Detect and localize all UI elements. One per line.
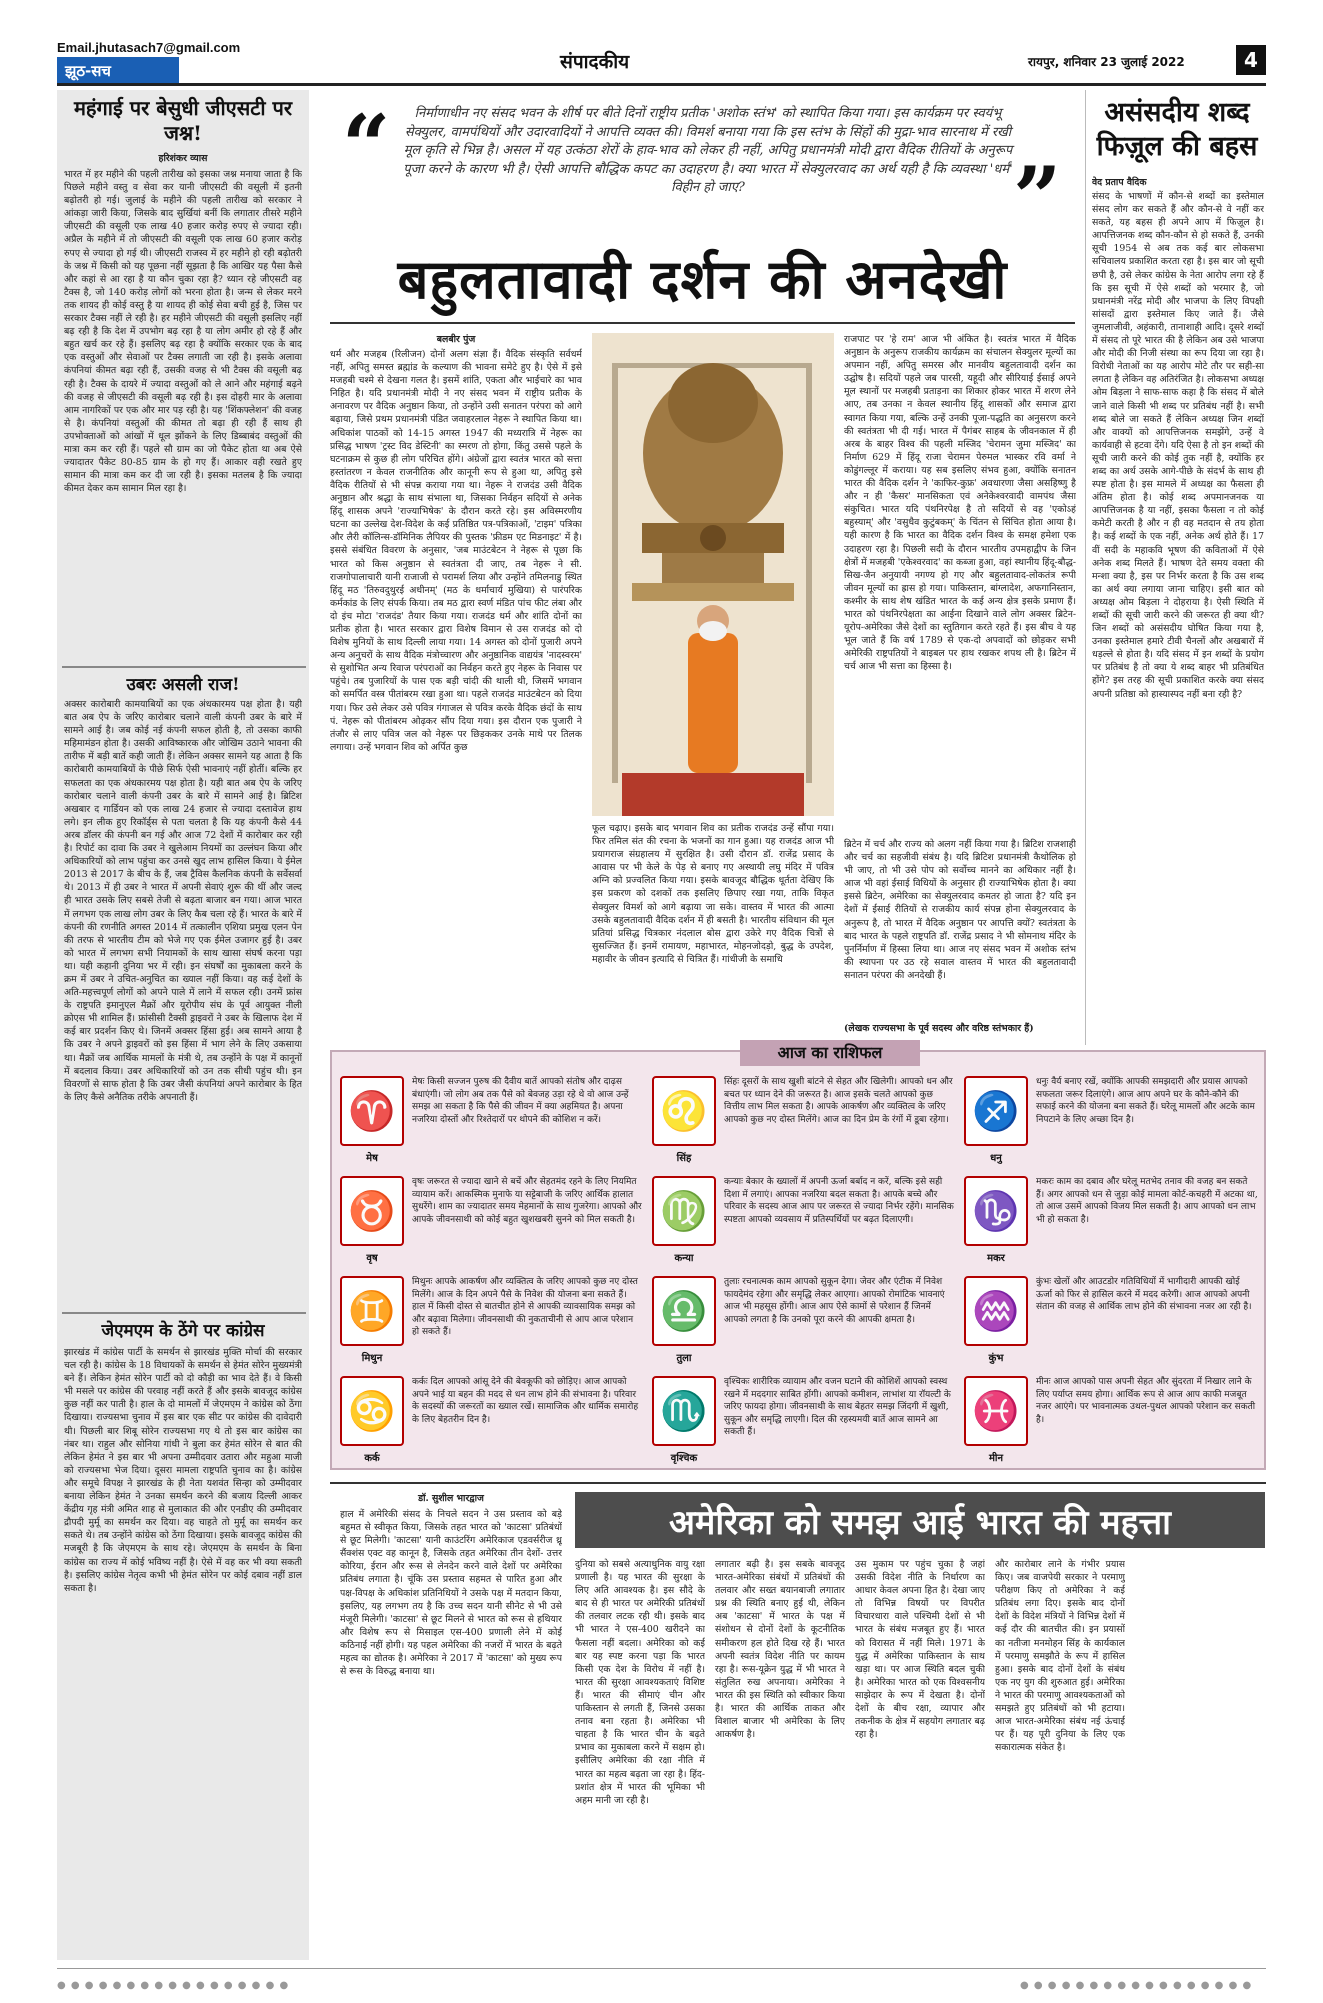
svg-text:♒: ♒	[972, 1289, 1020, 1333]
main-column-2-lower: फूल चढ़ाए। इसके बाद भगवान शिव का प्रतीक राजदंड उन्हें सौंपा गया। फिर तमिल संत की रचना के भजनों का गान हुआ। यह राजदंड आज भी प्रयागराज संग्रहालय में सुरक्षित है। उसी दौरान डॉ. राजेंद्र प्रसाद के आवास पर भी केले के पेड़ से बनाए गए अस्थायी लघु मंदिर में पवित्र अग्नि को प्रज्वलित किया गया। इसके बावजूद बौद्धिक धूर्तता देखिए कि इस प्रकरण को दशकों तक इसलिए छिपाए रखा गया, ताकि विकृत सेक्युलर विमर्श को आगे बढ़ाया जा सके। वास्तव में भारत की आत्मा उसके बहुलतावादी वैदिक दर्शन में ही बसती है। भारतीय संविधान की मूल प्रतियां प्रसिद्ध चित्रकार नंदलाल बोस द्वारा उकेरे गए वैदिक चित्रों से सुसज्जित हैं। इनमें रामायण, महाभारत, मोहनजोदड़ो, बुद्ध के उपदेश, महावीर के जीवन इत्यादि से चित्रित हैं। गांधीजी के समाधि	[592, 823, 834, 965]
scorpio-icon	[652, 1376, 716, 1446]
footer-rule	[57, 1968, 1266, 1969]
svg-text:♐: ♐	[972, 1089, 1020, 1133]
left-article-2-body: अक्सर कारोबारी कामयाबियों का एक अंधकारमय पक्ष होता है। यही बात अब ऐप के जरिए कारोबार चलाने वाली कंपनी उबर के बारे में सामने आई है। जब कोई नई कंपनी सफल होती है, तो उसका काफी महिमामंडन होता है। उसकी आविष्कारक और जोखिम उठाने भावना की तारीफ में बड़ी बातें कही जाती हैं। लेकिन अक्सर सामने यह आता है कि कारोबारी कामयाबियों के पीछे सिर्फ ऐसी भावनाएं नहीं होतीं। बल्कि हर सफलता का एक अंधकारमय पक्ष होता है। यही बात अब ऐप के जरिए कारोबार चलाने वाली कंपनी उबर के बारे में सामने आई है। ब्रिटिश अखबार द गार्डियन को एक लाख 24 हजार से ज्यादा दस्तावेज हाथ लगे। इन लीक हुए रिकॉर्ड्स से पता चलता है कि यह कंपनी कैसे 44 अरब डॉलर की कंपनी बन गई और आज 72 देशों में कारोबार कर रही है। रिपोर्ट का दावा कि उबर ने खुलेआम नियमों का उल्लंघन किया और अधिकारियों को लाभ पहुंचा कर उनसे खुद लाभ हासिल किया। ये ईमेल 2013 से 2017 के बीच के हैं, जब ट्रैविस कैलनिक कंपनी के सर्वेसर्वा थे। 2013 में ही उबर ने भारत में अपनी सेवाएं शुरू की थीं और जल्द ही भारत उसके लिए सबसे तेजी से बढ़ता बाजार बन गया। आज भारत में लगभग एक लाख लोग उबर के लिए कैब चला रहे हैं। भारत के बारे में कंपनी की रणनीति अगस्त 2014 में तत्कालीन एशिया प्रमुख एलन पेन की तरफ से भारतीय टीम को भेजे गए एक ईमेल उजागर हुई है। उबर को भारत में लगभग सभी नियामकों के साथ खासा संघर्ष करना पड़ा था। यही कहानी दुनिया भर में रही। इन संघर्षों का मुकाबला करने के क्रम में उबर ने उचित-अनुचित का ख्याल नहीं किया। वह कई देशों के अति-महत्त्वपूर्ण लोगों को अपने पाले में लाने में सफल रही। उनमें फ्रांस के राष्ट्रपति इमानुएल मैक्रों और यूरोपीय संघ के पूर्व आयुक्त नीली क्रोएस भी शामिल हैं। फ्रांसीसी टैक्सी ड्राइवरों ने उबर के खिलाफ देश में कई बार प्रदर्शन किए थे। जिनमें अक्सर हिंसा हुई। अब सामने आया है कि उबर ने अपने ड्राइवरों को इस हिंसा में भाग लेने के लिए उकसाया था। मैक्रों जब आर्थिक मामलों के मंत्री थे, तब उन्होंने के पक्ष में कानूनों में बदलाव किया। उबर अधिकारियों को उन तक सीधी पहुंच थी। इन विवरणों से साफ होता है कि उबर जैसी कंपनियां अपने कारोबार के हित के लिए कैसे अनैतिक तरीके अपनाती हैं।	[64, 699, 302, 1103]
sign-text: वृश्चिकः शारीरिक व्यायाम और वजन घटाने की कोशिशें आपको स्वस्थ रखने में मददगार साबित होंगी। आपको कमीशन, लाभांश या रॉयल्टी के जरिए फायदा होगा। जीवनसाथी के साथ बेहतर समझ जिंदगी में खुशी, सुकून और समृद्धि लाएगी। दिल की रहस्यमयी बातें आज सामने आ सकती हैं।	[724, 1377, 951, 1437]
libra-icon	[652, 1276, 716, 1346]
ashoka-pillar-photo	[592, 333, 834, 816]
pisces-icon	[964, 1376, 1028, 1446]
sign-name: तुला	[676, 1353, 692, 1364]
sign-text: मकरः काम का दबाव और घरेलू मतभेद तनाव की वजह बन सकते हैं। अगर आपको धन से जुड़ा कोई मामला कोर्ट-कचहरी में अटका था, तो आज उसमें आपको विजय मिल सकती है। आप आपको धन लाभ भी हो सकता है।	[1036, 1177, 1258, 1225]
left-article-1-title: महंगाई पर बेसुधी जीएसटी पर जश्न!	[73, 96, 293, 145]
sign-name: धनु	[990, 1153, 1002, 1164]
svg-text:♈: ♈	[348, 1089, 396, 1133]
sign-name: मीन	[988, 1453, 1004, 1464]
sign-text: कन्याः बेकार के ख्यालों में अपनी ऊर्जा बर्बाद न करें, बल्कि इसे सही दिशा में लगाएं। आपका नजरिया बदल सकता है। आपके बच्चे और परिवार के सदस्य आज आप पर जरूरत से ज्यादा निर्भर रहेंगे। मानसिक स्पष्टता आपको व्यवसाय में प्रतिस्पर्धियों पर बढ़त दिलाएगी।	[724, 1177, 954, 1225]
divider	[62, 1312, 306, 1314]
bottom-column-5: और कारोबार लाने के गंभीर प्रयास किए। जब वाजपेयी सरकार ने परमाणु परीक्षण किए तो अमेरिका ने कई प्रतिबंध लगा दिए। इसके बाद दोनों देशों के विदेश मंत्रियों ने विभिन्न देशों में कई दौर की बातचीत की। इन प्रयासों का नतीजा मनमोहन सिंह के कार्यकाल में परमाणु समझौते के रूप में हासिल हुआ। इसके बाद दोनों देशों के संबंध एक नए युग की शुरुआत हुई। अमेरिका ने भारत की परमाणु आवश्यकताओं को समझते हुए प्रतिबंधों को भी हटाया। आज भारत-अमेरिका संबंध नई ऊंचाई पर हैं। यह पूरी दुनिया के लिए एक सकारात्मक संकेत है।	[995, 1559, 1125, 1754]
sign-name: वृष	[366, 1253, 378, 1264]
sign-text: मेषः किसी सज्जन पुरुष की दैवीय बातें आपको संतोष और दाढ़स बंधाएंगी। जो लोग अब तक पैसे को बेवजह उड़ा रहे थे वो आज उन्हें समझ आ सकता है कि पैसे की जीवन में क्या अहमियत है। अपना नजरिया दोस्तों और रिश्तेदारों पर थोपने की कोशिश न करें।	[412, 1077, 629, 1125]
bottom-column-1: हाल में अमेरिकी संसद के निचले सदन ने उस प्रस्ताव को बड़े बहुमत से स्वीकृत किया, जिसके तहत भारत को 'काटसा' प्रतिबंधों से छूट मिलेगी। 'काटसा' यानी काउंटरिंग अमेरिकाज एडवर्सरीज थ्रू सैंक्शंस एक्ट वह कानून है, जिसके तहत अमेरिका तीन देशों- उत्तर कोरिया, ईरान और रूस से लेनदेन करने वाले देशों पर अमेरिका प्रतिबंध लगाता है। चूंकि उस प्रस्ताव सहमत से पारित हुआ और पक्ष-विपक्ष के अधिकांश प्रतिनिधियों ने उसके पक्ष में मतदान किया, इसलिए, यह लगभग तय है कि उच्च सदन यानी सीनेट से भी उसे मंजूरी मिलेगी। 'काटसा' से छूट मिलने से भारत को रूस से हथियार और विशेष रूप से मिसाइल एस-400 प्रणाली लेने में कोई कठिनाई नहीं होगी। यह पहल अमेरिका की नजरों में भारत के बढ़ते महत्व का द्योतक है। अमेरिका ने 2017 में 'काटसा' को मुख्य रूप से रूस के विरुद्ध बनाया था।	[340, 1509, 562, 1678]
right-article-author: वेद प्रताप वैदिक	[1092, 177, 1147, 188]
section-rule	[330, 1482, 1266, 1484]
horoscope-title: आज का राशिफल	[740, 1040, 920, 1066]
sign-text: सिंहः दूसरों के साथ खुशी बांटने से सेहत और खिलेगी। आपको धन और बचत पर ध्यान देने की जरूरत है। आज इसके चलते आपको कुछ वित्तीय लाभ मिल सकता है। आपके आकर्षण और व्यक्तित्व के जरिए आपको कुछ नए दोस्त मिलेंगे। आज का दिन प्रेम के रंगों में डूबा रहेगा।	[724, 1077, 953, 1125]
brand-logo: झूठ-सच	[57, 57, 179, 83]
bottom-headline: अमेरिका को समझ आई भारत की महत्ता	[669, 1503, 1171, 1543]
gemini-icon	[340, 1276, 404, 1346]
svg-text:♑: ♑	[972, 1189, 1020, 1233]
sign-text: धनुः वैर्य बनाए रखें, क्योंकि आपकी समझदारी और प्रयास आपको सफलता जरूर दिलाएंगे। आज आप अपने घर के कौने-कौने की सफाई करने की योजना बना सकते हैं। घरेलू मामलों और अटके काम निपटाने के लिए अच्छा दिन है।	[1036, 1077, 1255, 1125]
sign-name: मिथुन	[361, 1353, 383, 1364]
sign-text: कर्कः दिल आपको आंसू देने की बेवकूफी को छोड़िए। आज आपको अपने भाई या बहन की मदद से धन लाभ होने की संभावना है। परिवार के सदस्यों की जरूरतों का ख्याल रखें। सामाजिक और धार्मिक समारोह के लिए बेहतरीन दिन है।	[412, 1377, 639, 1425]
svg-text:♋: ♋	[348, 1389, 396, 1433]
left-article-3-title: जेएमएम के ठेंगे पर कांग्रेस	[101, 1321, 265, 1341]
masthead-rule	[57, 83, 1266, 86]
bottom-column-4: उस मुकाम पर पहुंच चुका है जहां उसकी विदेश नीति के निर्धारण का आधार केवल अपना हित है। देखा जाए तो विभिन्न विषयों पर विपरीत विचारधारा वाले पश्चिमी देशों से भी भारत के संबंध मजबूत हुए हैं। भारत को विरासत में नहीं मिले। 1971 के युद्ध में अमेरिका पाकिस्तान के साथ खड़ा था। पर आज स्थिति बदल चुकी है। अमेरिका भारत को एक विश्वसनीय साझेदार के रूप में देखता है। दोनों देशों के बीच रक्षा, व्यापार और तकनीक के क्षेत्र में सहयोग लगातार बढ़ रहा है।	[855, 1559, 985, 1741]
main-author: बलबीर पुंज	[436, 334, 476, 345]
dateline: रायपुर, शनिवार 23 जुलाई 2022	[1028, 55, 1185, 69]
virgo-icon	[652, 1176, 716, 1246]
left-article-1-author: हरिशंकर व्यास	[158, 153, 208, 164]
leo-icon	[652, 1076, 716, 1146]
sign-text: तुलाः रचनात्मक काम आपको सुकून देगा। जेवर और एंटीक में निवेश फायदेमंद रहेगा और समृद्धि लेकर आएगा। आपको रोमांटिक भावनाएं आज भी महसूस होंगी। आज आप ऐसे कामों से परेशान हैं जिनमें आपको लगता है कि उनको पूरा करने की आपकी क्षमता है।	[724, 1277, 945, 1325]
sagittarius-icon	[964, 1076, 1028, 1146]
main-column-3: राजपाट पर 'हे राम' आज भी अंकित है। स्वतंत्र भारत में वैदिक अनुष्ठान के अनुरूप राजकीय कार्यक्रम का संचालन सेक्युलर मूल्यों का अपमान नहीं, अपितु समरस और मानवीय बहुलतावादी दर्शन का उद्घोष है। सदियों पहले जब पारसी, यहूदी और सीरियाई ईसाई अपने मूल स्थानों पर मजहबी प्रताड़ना का शिकार होकर भारत में शरण लेने आए, तब उनका न केवल स्थानीय हिंदू शासकों और समाज द्वारा स्वागत किया गया, बल्कि उन्हें उनकी पूजा-पद्धति का अनुसरण करने की स्वतंत्रता भी दी गई। भारत में पैगंबर साहब के जीवनकाल में ही अरब के बाहर विश्व की पहली मस्जिद 'चेरामन जुमा मस्जिद' का निर्माण 629 में हिंदू राजा चेरामन पेरुमल भास्कर रवि वर्मा ने कोडुंगल्लूर में कराया। यह सब इसलिए संभव हुआ, क्योंकि सनातन भारत की वैदिक दर्शन ने 'काफिर-कुफ्र' अवधारणा जैसा असहिष्णु है और न ही 'कैसर' मानसिकता एवं अनेकेश्वरवादी वामपंथ जैसा संकुचित। भारत यदि पंथनिरपेक्ष है तो सदियों से वह 'एकोऽहं बहुस्याम्' और 'वसुधैव कुटुंबकम्' के चिंतन से सिंचित होता आया है। यही कारण है कि भारत का वैदिक दर्शन विश्व के समक्ष हमेशा एक उदाहरण रहा है। पिछली सदी के दौरान भारतीय उपमहाद्वीप के जिन क्षेत्रों में मजहबी 'एकेश्वरवाद' का कब्जा हुआ, वहां स्थानीय हिंदू-बौद्ध-सिख-जैन अनुयायी नगण्य हो गए और बहुलतावाद-लोकतंत्र रूपी जीवन मूल्यों का ह्रास हो गया। पाकिस्तान, बांग्लादेश, अफगानिस्तान, कश्मीर के साथ शेष खंडित भारत के कई अन्य क्षेत्र इसके प्रमाण हैं। भारत को पंथनिरपेक्षता का आईना दिखाने वाले लोग अक्सर ब्रिटेन-यूरोप-अमेरिका जैसे देशों का स्तुतिगान करते रहते हैं। इस बीच वे यह भूल जाते हैं कि वर्ष 1789 से एक-दो अपवादों को छोड़कर सभी अमेरिकी राष्ट्रपतियों ने बाइबल पर हाथ रखकर शपथ ली है। ब्रिटेन में चर्च आज भी सत्ता का हिस्सा है।	[844, 334, 1076, 673]
sign-name: कन्या	[674, 1253, 694, 1264]
main-footnote: (लेखक राज्यसभा के पूर्व सदस्य और वरिष्ठ स्तंभकार हैं)	[844, 1023, 1034, 1034]
aquarius-icon	[964, 1276, 1028, 1346]
capricorn-icon	[964, 1176, 1028, 1246]
column-divider	[1085, 90, 1086, 1045]
left-article-2-title: उबरः असली राज!	[126, 675, 240, 695]
main-column-1: धर्म और मजहब (रिलीजन) दोनों अलग संज्ञा हैं। वैदिक संस्कृति सर्वधर्म नहीं, अपितु समस्त ब्रह्मांड के कल्याण की भावना समेटे हुए है। ऐसे में इसे मजहबी चश्मे से देखना गलत है। इसमें शांति, एकता और भाईचारे का भाव निहित है। यदि प्रधानमंत्री मोदी ने नए संसद भवन में राष्ट्रीय प्रतीक के अनावरण पर वैदिक अनुष्ठान किया, तो उन्होंने उसी सनातन परंपरा को आगे बढ़ाया, जिसे प्रथम प्रधानमंत्री पंडित जवाहरलाल नेहरू ने स्थापित किया था। अधिकांश पाठकों को 14-15 अगस्त 1947 की मध्यरात्रि में नेहरू का प्रसिद्ध भाषण 'ट्रस्ट विद डेस्टिनी' का स्मरण तो होगा, किंतु उससे पहले के घटनाक्रम से कुछ ही लोग परिचित होंगे। अंग्रेजों द्वारा स्वतंत्र भारत को सत्ता हस्तांतरण न केवल राजनीतिक और कानूनी रूप से हुआ था, अपितु इसे वैदिक रीतियों से भी संपन्न कराया गया था। नेहरू ने राजदंड उसी वैदिक अनुष्ठान और श्रद्धा के साथ संभाला था, जिसका निर्वहन सदियों से अनेक हिंदू शासक अपने 'राज्याभिषेक' के दौरान करते रहे। इस अविस्मरणीय घटना का उल्लेख देश-विदेश के कई प्रतिष्ठित पत्र-पत्रिकाओं, 'टाइम' पत्रिका और लैरी कॉलिन्स-डॉमिनिक लैपियर की पुस्तक 'फ्रीडम एट मिडनाइट' में है। इससे संबंधित विवरण के अनुसार, 'जब माउंटबेटन ने नेहरू से पूछा कि भारत को किस अनुष्ठान से स्वतंत्रता दी जाए, तब नेहरू ने सी. राजगोपालाचारी यानी राजाजी से परामर्श लिया और उन्होंने तमिलनाडु स्थित हिंदू मठ 'तिरुवदुथुरई अधीनम्' (मठ के धर्माचार्य मुखिया) से पारंपरिक कर्मकांड के लिए संपर्क किया। तब मठ द्वारा स्वर्ण मंडित पांच फीट लंबा और दो इंच मोटा 'राजदंड' तैयार किया गया। राजदंड धर्म और शांति दोनों का प्रतीक होता है। भारत सरकार द्वारा विशेष विमान से उस राजदंड को दो विशेष मुनियों के साथ दिल्ली लाया गया। 14 अगस्त को दोनों पुजारी अपने अन्य अनुचरों के साथ वैदिक मंत्रोच्चारण और अनुष्ठानिक वाद्ययंत्र 'नादस्वरम' से सुशोभित अन्य रिवाज परंपराओं का निर्वहन करते हुए नेहरू के निवास पर पहुंचे। तब पुजारियों के पास एक बड़ी चांदी की थाली थी, जिसमें भगवान को समर्पित वस्त्र पीतांबरम रखा हुआ था। पहले राजदंड माउंटबेटन को दिया गया। फिर उसे लेकर उसे पवित्र गंगाजल से पवित्र करके वैदिक छंदों के साथ पं. नेहरू को पीतांबरम ओढ़कर सौंप दिया गया। इस दौरान एक पुजारी ने तंजौर से लाए पवित्र जल को नेहरू पर छिड़ककर उनके माथे पर तिलक लगाया। उन्हें भगवान शिव को अर्पित कुछ	[330, 349, 582, 753]
sign-name: कुंभ	[988, 1353, 1004, 1364]
page-number: 4	[1236, 45, 1266, 75]
footer-dots-left: ● ● ● ● ● ● ● ● ● ● ● ● ● ● ● ● ●	[57, 1980, 290, 1991]
main-column-3-lower: ब्रिटेन में चर्च और राज्य को अलग नहीं किया गया है। ब्रिटिश राजशाही और चर्च का सहजीवी संबंध है। यदि ब्रिटिश प्रधानमंत्री कैथोलिक हो भी जाए, तो भी उसे पोप को सर्वोच्च मानने का अधिकार नहीं है। आज भी वहां ईसाई विधियों के अनुसार ही राज्याभिषेक होता है। क्या इससे ब्रिटेन, अमेरिका का सेक्युलरवाद कमतर हो जाता है? यदि इन देशों में ईसाई रीतियों से राजकीय कार्य संपन्न होना सेक्युलरवाद के अनुरूप है, तो भारत में वैदिक अनुष्ठान पर आपत्ति क्यों? स्वतंत्रता के बाद भारत के पहले राष्ट्रपति डॉ. राजेंद्र प्रसाद ने भी सोमनाथ मंदिर के पुनर्निर्माण में हिस्सा लिया था। आज नए संसद भवन में अशोक स्तंभ की स्थापना पर उठ रहे सवाल वास्तव में भारत की बहुलतावादी सनातन परंपरा की अनदेखी हैं।	[844, 839, 1076, 981]
taurus-icon	[340, 1176, 404, 1246]
sign-name: मकर	[987, 1253, 1005, 1264]
sign-name: कर्क	[364, 1453, 380, 1464]
sign-text: कुंभः खेलों और आउटडोर गतिविधियों में भागीदारी आपकी खोई ऊर्जा को फिर से हासिल करने में मदद करेगी। आज आपको अपनी संतान की वजह से आर्थिक लाभ होने की संभावना नजर आ रही है।	[1036, 1277, 1252, 1312]
section-title: संपादकीय	[560, 51, 630, 73]
main-headline: बहुलतावादी दर्शन की अनदेखी	[397, 247, 1008, 311]
email-address: Email.jhutasach7@gmail.com	[57, 40, 241, 55]
pull-quote: निर्माणाधीन नए संसद भवन के शीर्ष पर बीते दिनों राष्ट्रीय प्रतीक 'अशोक स्तंभ' को स्थापित किया गया। इस कार्यक्रम पर स्वयंभू सेक्युलर, वामपंथियों और उदारवादियों ने आपत्ति व्यक्त की। विमर्श बनाया गया कि इस स्तंभ के सिंहों की मुद्रा-भाव सारनाथ में रखी मूल कृति से भिन्न है। असल में यह उत्कंठा शेरों के हाव-भाव को लेकर ही नहीं, अपितु प्रधानमंत्री मोदी द्वारा वैदिक रीतियों के अनुरूप पूजा करने के कारण भी है। ऐसी आपत्ति बौद्धिक कपट का उदाहरण है। क्या भारत में सेक्युलरवाद का अर्थ यही है कि व्यवस्था 'धर्म' विहीन हो जाए?	[403, 106, 1013, 195]
bottom-column-3: लगातार बढ़ी है। इस सबके बावजूद भारत-अमेरिका संबंधों में प्रतिबंधों की तलवार और सख्त बयानबाजी लगातार प्रश्न की स्थिति बनाए हुई थी, लेकिन अब 'काटसा' में भारत के पक्ष में संशोधन से दोनों देशों के कूटनीतिक समीकरण हल होते दिख रहे हैं। भारत अपनी स्वतंत्र विदेश नीति पर कायम रहा है। रूस-यूक्रेन युद्ध में भी भारत ने संतुलित रुख अपनाया। अमेरिका ने भारत की इस स्थिति को स्वीकार किया है। भारत की आर्थिक ताकत और विशाल बाजार भी अमेरिका के लिए आकर्षण है।	[715, 1559, 845, 1741]
svg-text:♊: ♊	[348, 1289, 396, 1333]
svg-text:♏: ♏	[660, 1389, 708, 1433]
bottom-author: डॉ. सुशील भारद्वाज	[418, 1493, 484, 1504]
headline-rule	[330, 322, 1075, 324]
svg-text:♎: ♎	[660, 1289, 708, 1333]
quote-close-icon: ”	[1013, 148, 1062, 247]
svg-text:♉: ♉	[348, 1189, 396, 1233]
sign-name: सिंह	[676, 1153, 692, 1164]
cancer-icon	[340, 1376, 404, 1446]
sign-text: मिथुनः आपके आकर्षण और व्यक्तित्व के जरिए आपको कुछ नए दोस्त मिलेंगे। आज के दिन अपने पैसे के निवेश की योजना बना सकते हैं। हाल में किसी दोस्त से बातचीत होने से आपकी व्यावसायिक समझ को और बढ़ावा मिलेगा। जीवनसाथी की नुकताचीनी से आप आज परेशान हो सकते हैं।	[412, 1277, 638, 1337]
quote-open-icon: “	[342, 96, 391, 195]
right-article-body: संसद के भाषणों में कौन-से शब्दों का इस्तेमाल संसद लोग कर सकते हैं और कौन-से वे नहीं कर सकते, यह बहस ही अपने आप में फिज़ूल है। आपत्तिजनक शब्द कौन-कौन से हो सकते हैं, उनकी सूची 1954 से अब तक कई बार लोकसभा सचिवालय प्रकाशित करता रहा है। इस बार जो सूची छपी है, उसे लेकर कांग्रेस के नेता आरोप लगा रहे हैं कि इस सूची में ऐसे शब्दों को भरमार है, जो प्रधानमंत्री नरेंद्र मोदी और भाजपा के लिए विपक्षी सांसदों द्वारा इस्तेमाल किए जाते हैं। जैसे जुमलाजीवी, अहंकारी, तानाशाही आदि। दूसरे शब्दों में संसद तो पूरे भारत की है लेकिन अब उसे भाजपा और मोदी की निजी संस्था का रूप दिया जा रहा है। विरोधी नेताओं का यह आरोप मोटे तौर पर सही-सा लगता है लेकिन वह अतिरंजित है। लोकसभा अध्यक्ष ओम बिड़ला ने साफ-साफ कहा है कि संसद में बोले जाने वाले किसी भी शब्द पर प्रतिबंध नहीं है। सभी शब्द बोले जा सकते हैं लेकिन अध्यक्ष जिन शब्दों और वाक्यों को आपत्तिजनक समझेंगे, उन्हें वे कार्यवाही से हटवा देंगे। यदि ऐसा है तो इन शब्दों की सूची जारी करने की कोई तुक नहीं है, क्योंकि हर शब्द का अर्थ उसके आगे-पीछे के संदर्भ के साथ ही स्पष्ट होता है। इस मामले में अध्यक्ष का फैसला ही अंतिम होता है। कोई शब्द अपमानजनक या आपत्तिजनक है या नहीं, इसका फैसला न तो कोई कमेटी करती है और न ही वह मतदान से तय होता है। कई शब्दों के एक नहीं, अनेक अर्थ होते हैं। 17 वीं सदी के महाकवि भूषण की कविताओं में ऐसे अनेक शब्द मिलते हैं। भाषण देते समय वक्ता की मन्शा क्या है, इस पर निर्भर करता है कि उस शब्द का अर्थ क्या लगाया जाना चाहिए। इसी बात को अध्यक्ष ओम बिड़ला ने दोहराया है। ऐसी स्थिति में शब्दों की सूची जारी करने की जरूरत ही क्या थी? जिन शब्दों को असंसदीय घोषित किया गया है, उनका इस्तेमाल हमारे टीवी चैनलों और अखबारों में धड़ल्ले से होता है। यदि संसद में इन शब्दों के प्रयोग पर प्रतिबंध है तो क्या ये शब्द बाहर भी प्रतिबंधित होंगे? इस तरह की सूची प्रकाशित करके क्या संसद अपनी प्रतिष्ठा को हास्यास्पद नहीं बना रही है?	[1092, 191, 1264, 700]
bottom-column-2: दुनिया को सबसे अत्याधुनिक वायु रक्षा प्रणाली है। यह भारत की सुरक्षा के लिए अति आवश्यक है। इस सौदे के बाद से ही भारत पर अमेरिकी प्रतिबंधों की तलवार लटक रही थी। इसके बाद भी भारत ने एस-400 खरीदने का फैसला नहीं बदला। अमेरिका को कई बार यह स्पष्ट करना पड़ा कि भारत किसी एक देश के विरोध में नहीं है। भारत की सुरक्षा आवश्यकताएं विशिष्ट हैं। भारत की सीमाएं चीन और पाकिस्तान से लगती हैं, जिनसे उसका तनाव बना रहता है। अमेरिका भी चाहता है कि भारत चीन के बढ़ते प्रभाव का मुकाबला करने में सक्षम हो। इसीलिए अमेरिका की रक्षा नीति में भारत का महत्व बढ़ता जा रहा है। हिंद-प्रशांत क्षेत्र में भारत की भूमिका भी अहम मानी जा रही है।	[575, 1559, 705, 1806]
svg-text:♍: ♍	[660, 1189, 708, 1233]
sign-name: वृश्चिक	[670, 1453, 698, 1464]
aries-icon	[340, 1076, 404, 1146]
right-article-title: असंसदीय शब्द फिज़ूल की बहस	[1096, 97, 1258, 162]
svg-text:♌: ♌	[660, 1089, 708, 1133]
sign-name: मेष	[366, 1153, 378, 1164]
sign-text: मीनः आज आपको पास अपनी सेहत और सुंदरता में निखार लाने के लिए पर्याप्त समय होगा। आर्थिक रूप से आज आप काफी मजबूत नजर आएंगे। पर भावनात्मक उथल-पुथल आपको परेशान कर सकती है।	[1036, 1377, 1256, 1425]
left-article-1-body: भारत में हर महीने की पहली तारीख को इसका जश्न मनाया जाता है कि पिछले महीने वस्तु व सेवा कर यानी जीएसटी की वसूली में इतनी बढ़ोतरी हो गई। जुलाई के महीने की पहली तारीख को सरकार ने आंकड़ा जारी किया, जिसके बाद सुर्खियां बनीं कि लगातार तीसरे महीने जीएसटी की वसूली एक लाख 40 हजार करोड़ रुपए से ज्यादा रही। अप्रैल के महीने में तो जीएसटी की वसूली एक लाख 60 हजार करोड़ रुपए से ज्यादा हो गई थी। जीएसटी राजस्व में हर महीने हो रही बढ़ोतरी के जश्न में किसी को यह पूछना नहीं सूझता है कि आखिर यह पैसा कैसे और कहां से आ रहा है या कौन चुका रहा है? ध्यान रहे जीएसटी वह टैक्स है, जो 140 करोड़ लोगों को भरना होता है। जन्म से लेकर मरने तक शायद ही कोई वस्तु है या शायद ही कोई सेवा बची हुई है, जिस पर सरकार टैक्स नहीं ले रही है। हर महीने जीएसटी की वसूली इसलिए नहीं बढ़ रही है कि देश में उपभोग बढ़ रहा है या लोग अमीर हो रहे हैं और बहुत खर्च कर रहे हैं। इसलिए बढ़ रहा है क्योंकि सरकार एक के बाद एक वस्तुओं और सेवाओं पर टैक्स लगाती जा रही है। इसके अलावा कंपनियां कीमत बढ़ा रही हैं, उसकी वजह से भी टैक्स की वसूली बढ़ रही है। टैक्स के दायरे में ज्यादा वस्तुओं को ले आने और महंगाई बढ़ने की वजह से जीएसटी की वसूली बढ़ रही है। इस दोहरी मार के अलावा आम नागरिकों पर एक और मार पड़ रही है। यह 'शिंकफ्लेशन' की वजह से है। कंपनियां वस्तुओं की कीमत तो बढ़ा ही रही हैं साथ ही उपभोक्ताओं को आंखों में धूल झोंकने के लिए डिब्बाबंद वस्तुओं की मात्रा कम कर रही हैं। पहले सौ ग्राम का जो पैकेट होता था अब ऐसे ज्यादातर पैकेट 80-85 ग्राम के हो गए हैं। आकार वही रखते हुए सामान की मात्रा कम कर दी जा रही है। इसका मतलब है कि ज्यादा कीमत देकर कम सामान मिल रहा है।	[64, 169, 302, 495]
left-article-3-body: झारखंड में कांग्रेस पार्टी के समर्थन से झारखंड मुक्ति मोर्चा की सरकार चल रही है। कांग्रेस के 18 विधायकों के समर्थन से हेमंत सोरेन मुख्यमंत्री बने हैं। लेकिन हेमंत सोरेन पार्टी को दो कौड़ी का भाव देते हैं। वे किसी भी मसले पर कांग्रेस की परवाह नहीं करते हैं और इसके बावजूद कांग्रेस कुछ नहीं कर पाती है। हाल के दो मामलों में जेएमएम ने कांग्रेस को ठेंगा दिखाया। राज्यसभा चुनाव में इस बार एक सीट पर कांग्रेस की दावेदारी थी। पिछली बार शिबू सोरेन राज्यसभा गए थे तो इस बार कांग्रेस का नंबर था। राहुल और सोनिया गांधी ने बुला कर हेमंत सोरेन से बात की लेकिन हेमंत ने इस बार भी अपना उम्मीदवार उतारा और महुआ माजी को राज्यसभा भेज दिया। दूसरा मामला राष्ट्रपति चुनाव का है। कांग्रेस और समूचे विपक्ष ने झारखंड के ही नेता यशवंत सिन्हा को उम्मीदवार बनाया लेकिन हेमंत ने उनका समर्थन करने की बजाय दिल्ली आकर केंद्रीय गृह मंत्री अमित शाह से मुलाकात की और एनडीए की उम्मीदवार द्रौपदी मुर्मू का समर्थन कर दिया। वह चाहते तो मुर्मू का समर्थन कर सकते थे। तब उन्होंने कांग्रेस को ठेंगा दिखाया। इसके बावजूद कांग्रेस की मजबूरी है कि जेएमएम के साथ रहे। जेएमएम के समर्थन के बिना कांग्रेस का राज्य में कोई भविष्य नहीं है। ऐसे में वह कर भी क्या सकती है। इसलिए कांग्रेस नेतृत्व कभी भी हेमंत सोरेन पर कोई दबाव नहीं डाल सकता है।	[64, 1347, 302, 1594]
footer-dots-right: ● ● ● ● ● ● ● ● ● ● ● ● ● ● ● ● ●	[1020, 1980, 1253, 1991]
divider	[62, 666, 306, 668]
sign-text: वृषः जरूरत से ज्यादा खाने से बचें और सेहतमंद रहने के लिए नियमित व्यायाम करें। आकस्मिक मुनाफे या सट्टेबाजी के जरिए आर्थिक हालात सुधरेंगे। शाम का ज्यादातर समय मेहमानों के साथ गुजरेगा। आपको और आपके जीवनसाथी को कोई बहुत खुशखबरी सुनने को मिल सकती है।	[412, 1177, 642, 1225]
svg-text:♓: ♓	[972, 1389, 1020, 1433]
